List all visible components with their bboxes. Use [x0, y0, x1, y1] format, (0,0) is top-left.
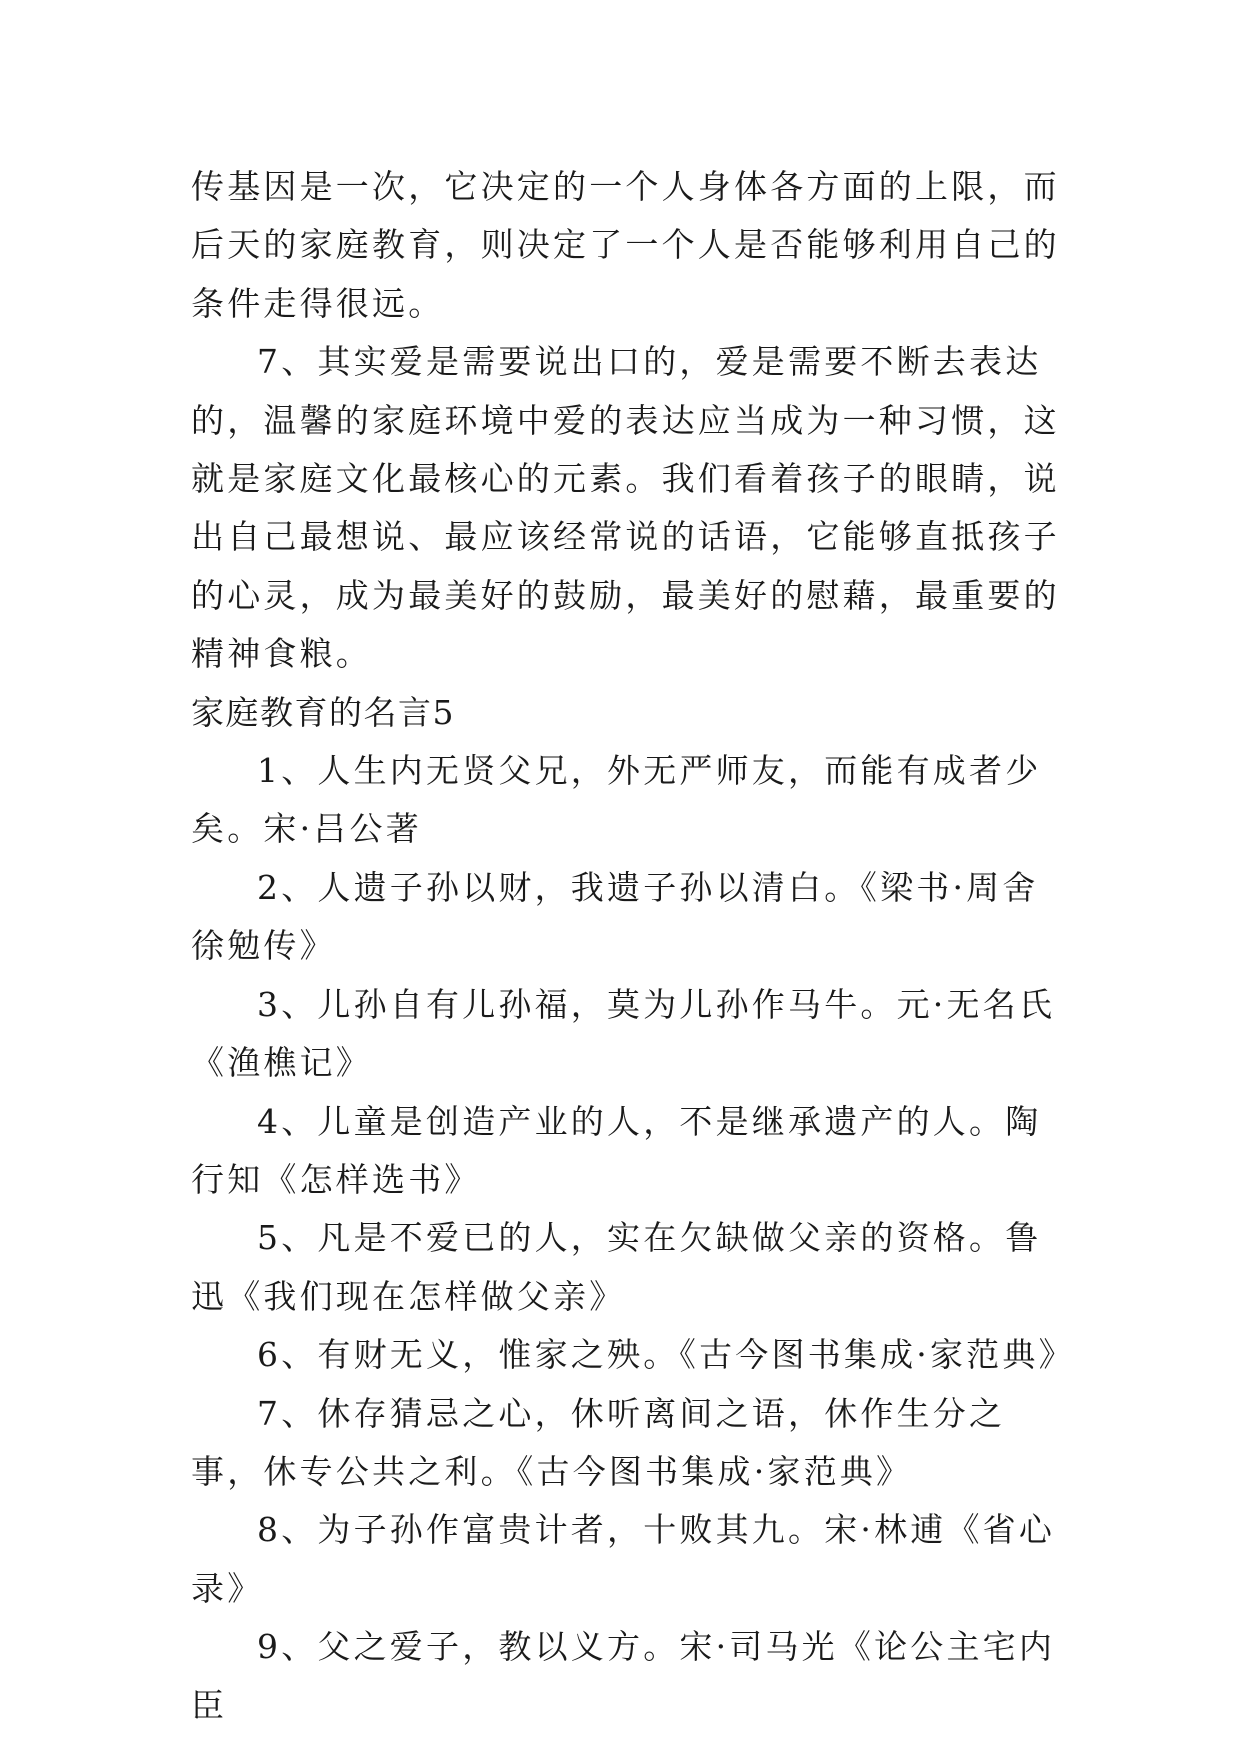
quote-item-8: 8、为子孙作富贵计者，十败其九。宋·林逋《省心录》 [191, 1510, 1056, 1608]
quote-item-1: 1、人生内无贤父兄，外无严师友，而能有成者少矣。宋·吕公著 [191, 751, 1042, 849]
quote-item-9: 9、父之爱子，教以义方。宋·司马光《论公主宅内臣 [191, 1627, 1056, 1725]
quote-item-3: 3、儿孙自有儿孙福，莫为儿孙作马牛。元·无名氏《渔樵记》 [191, 984, 1056, 1083]
document-body [191, 158, 1075, 1735]
section-heading: 家庭教育的名言5 [191, 692, 455, 732]
quote-item-2: 2、人遗子孙以财，我遗子孙以清白。《梁书·周舍徐勉传》 [191, 867, 1039, 966]
paragraph-continuation: 传基因是一次，它决定的一个人身体各方面的上限，而后天的家庭教育，则决定了一个人是否能够利用自己的条件走得很远。 [191, 167, 1060, 323]
quote-item-7: 7、休存猜忌之心，休听离间之语，休作生分之事，休专公共之利。《古今图书集成·家范典》 [191, 1393, 1006, 1491]
quote-item-4: 4、儿童是创造产业的人，不是继承遗产的人。陶行知《怎样选书》 [191, 1101, 1042, 1199]
paragraph-item-7: 7、其实爱是需要说出口的，爱是需要不断去表达的，温馨的家庭环境中爱的表达应当成为一种习惯，这就是家庭文化最核心的元素。我们看着孩子的眼睛，说出自己最想说、最应该经常说的话语，它能够直抵孩子的心灵，成为最美好的鼓励，最美好的慰藉，最重要的精神食粮。 [191, 342, 1060, 674]
quote-item-5: 5、凡是不爱已的人，实在欠缺做父亲的资格。鲁迅《我们现在怎样做父亲》 [191, 1218, 1042, 1316]
quote-item-6: 6、有财无义，惟家之殃。《古今图书集成·家范典》 [257, 1335, 1075, 1375]
